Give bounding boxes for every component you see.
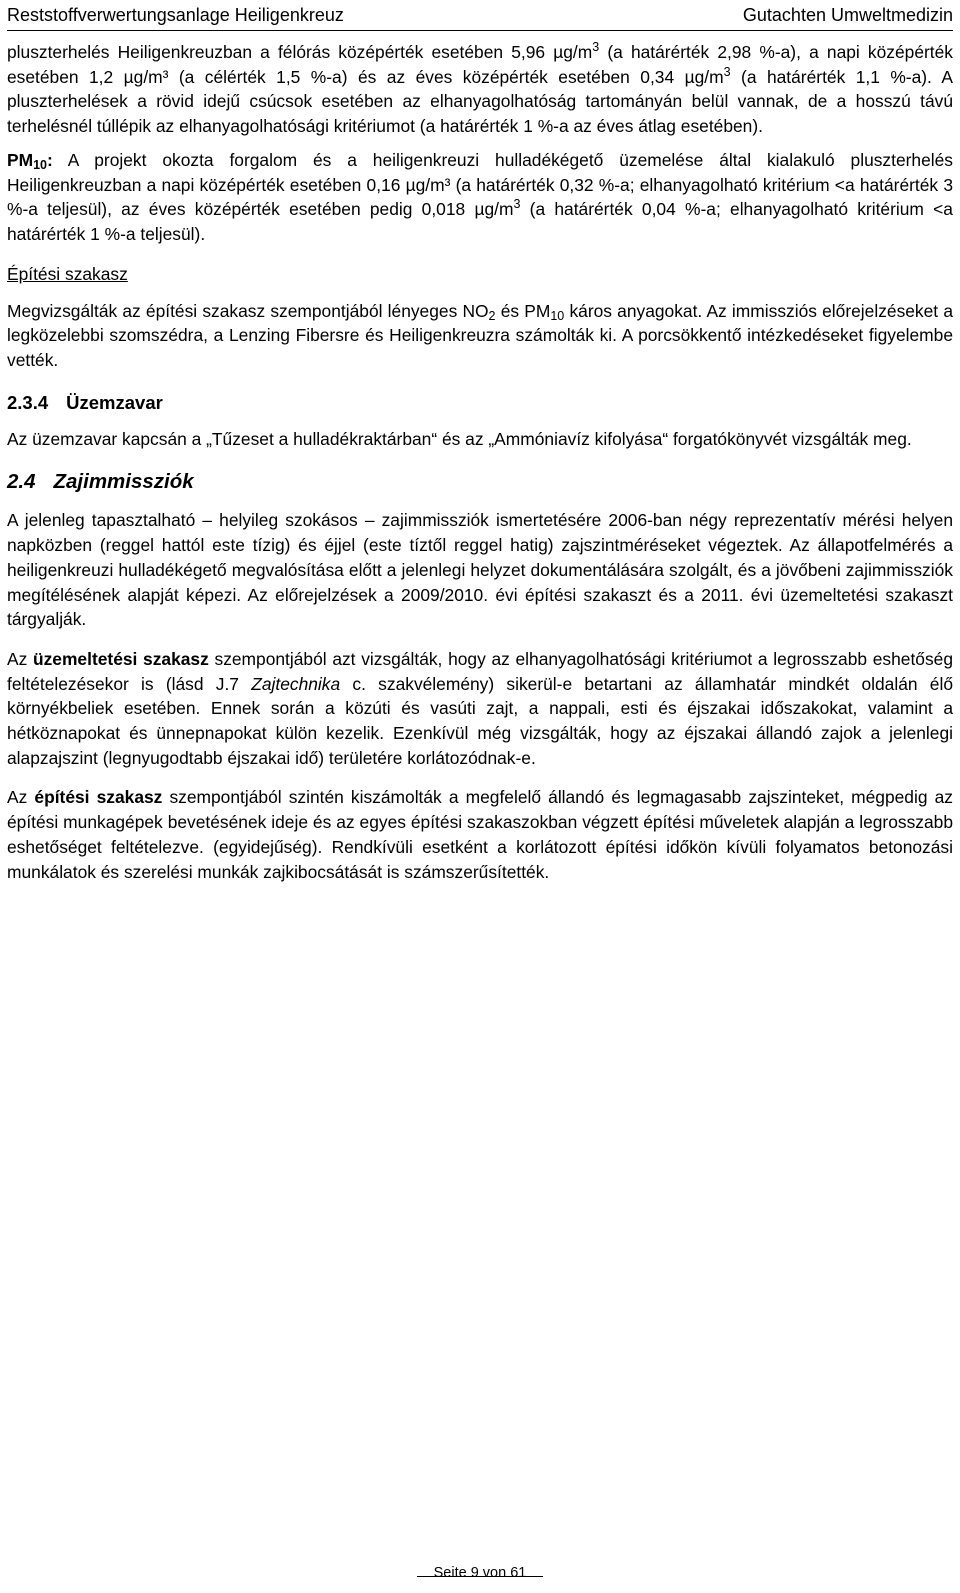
section-heading-uzemzavar [7, 391, 953, 415]
text-run: Megvizsgálták az építési szakasz szempontjából lényeges NO [7, 300, 489, 321]
section-number: 2.3.4 [7, 391, 49, 413]
section-title: Üzemzavar [66, 391, 163, 413]
text-run: Az [7, 648, 33, 669]
page-content [7, 40, 953, 899]
subscript: 2 [488, 308, 496, 323]
text-run: pluszterhelés Heiligenkreuzban a félórás középérték esetében 5,96 µg/m [7, 42, 593, 62]
text-run: szempontjából azt vizsgálták, hogy az elhanyagolhatósági kritériumot a legrosszabb eshetőség feltételezésekor is (lásd J.7 [7, 648, 953, 694]
text-run: (a határérték 1,1 %-a). A pluszterhelések a rövid idejű csúcsok esetében az elhanyagolhatóság tartományán belül vannak, de a hosszú távú terhelésnél túllépik az elhanyagolhatósági kritériumot (a határérték 1 %-a az éves átlag esetében). [7, 66, 953, 137]
text-run: és PM [495, 300, 551, 321]
superscript: 3 [592, 40, 600, 55]
paragraph-zaj-3 [7, 785, 953, 884]
subscript: 10 [33, 157, 48, 172]
page-header [7, 0, 953, 31]
header-right-title: Gutachten Umweltmedizin [742, 4, 953, 25]
superscript: 3 [513, 197, 521, 212]
text-run: A projekt okozta forgalom és a heiligenkreuzi hulladékégető üzemelése által kialakuló pluszterhelés Heiligenkreuzban a napi középérték esetében 0,16 µg/m³ (a határérték 0,32 %-a; elhanyagolható kritérium <a határérték 3 %-a teljesül), az éves középérték esetében pedig 0,018 µg/m [7, 149, 953, 220]
subscript: 10 [550, 308, 565, 323]
paragraph-pluszterheles [7, 40, 953, 139]
text-run: Az [7, 787, 35, 808]
text-run: szempontjából szintén kiszámolták a megfelelő állandó és legmagasabb zajszinteket, mégpedig az építési munkagépek bevetésének ideje és az egyes építési szakaszokban végzett építési műveletek alapján a legrosszabb eshetőséget feltételezve. (egyidejűség). Rendkívüli esetként a korlátozott építési időkön kívüli folyamatos betonozási munkálatok és szerelési munkák zajkibocsátását is számszerűsítették. [7, 787, 953, 882]
section-number: 2.4 [7, 470, 36, 494]
header-left-title: Reststoffverwertungsanlage Heiligenkreuz [7, 4, 344, 25]
section-heading-zajimmissziok [7, 469, 953, 495]
text-run: (a határérték 2,98 %-a), a napi középérték esetében 1,2 µg/m³ (a célérték 1,5 %-a) és az éves középérték esetében 0,34 µg/m [7, 42, 953, 87]
paragraph-epitesi [7, 299, 953, 373]
pm10-label [7, 150, 53, 170]
text-run: káros anyagokat. Az immissziós előrejelzéseket a legközelebbi szomszédra, a Lenzing Fibersre és Heiligenkreuzra számolták ki. A porcsökkentő intézkedéseket figyelembe vették. [7, 300, 953, 371]
paragraph-pm10 [7, 148, 953, 247]
label-text: PM [7, 149, 34, 170]
page-number: Seite 9 von 61 [433, 1565, 527, 1581]
paragraph-zaj-2 [7, 647, 953, 771]
text-run: c. szakvélemény) sikerül-e betartani az államhatár mindkét oldalán élő környékbeliek esetében. Ennek során a közúti és vasúti zajt, a nappali, esti és éjszakai időszakokat, valamint a hétköznapokat és ünnepnapokat külön kezelik. Ezenkívül még vizsgálták, hogy az éjszakai állandó zajok a jelenlegi alapzajszint (legnyugodtabb éjszakai idő) területére korlátozódnak-e. [7, 673, 953, 768]
italic-term: Zajtechnika [251, 673, 341, 694]
paragraph-uzemzavar: Az üzemzavar kapcsán a „Tűzeset a hulladékraktárban“ és az „Ammóniavíz kifolyása“ forgatókönyvét vizsgálták meg. [7, 428, 912, 449]
section-title: Zajimmissziók [53, 470, 194, 494]
bold-term: építési szakasz [34, 787, 163, 808]
paragraph-zaj-1: A jelenleg tapasztalható – helyileg szokásos – zajimmissziók ismertetésére 2006-ban négy reprezentatív mérési helyen napközben (reggel hattól este tízig) és éjjel (este tíztől reggel hatig) zajszintméréseket végeztek. Az állapotfelmérés a heiligenkreuzi hulladékégető megvalósítása előtt a jelenlegi helyzet dokumentálására szolgált, és a jövőbeni zajimmissziók megítélésének alapját képezi. Az előrejelzések a 2009/2010. évi építési szakaszt és a 2011. évi üzemeltetési szakaszt tárgyalják. [7, 510, 953, 630]
bold-term: üzemeltetési szakasz [32, 648, 209, 669]
subheading-epitesi-szakasz: Építési szakasz [7, 263, 128, 284]
superscript: 3 [723, 64, 731, 79]
text-run: (a határérték 0,04 %-a; elhanyagolható kritérium <a határérték 1 %-a teljesül). [7, 199, 953, 244]
label-colon: : [47, 149, 53, 170]
